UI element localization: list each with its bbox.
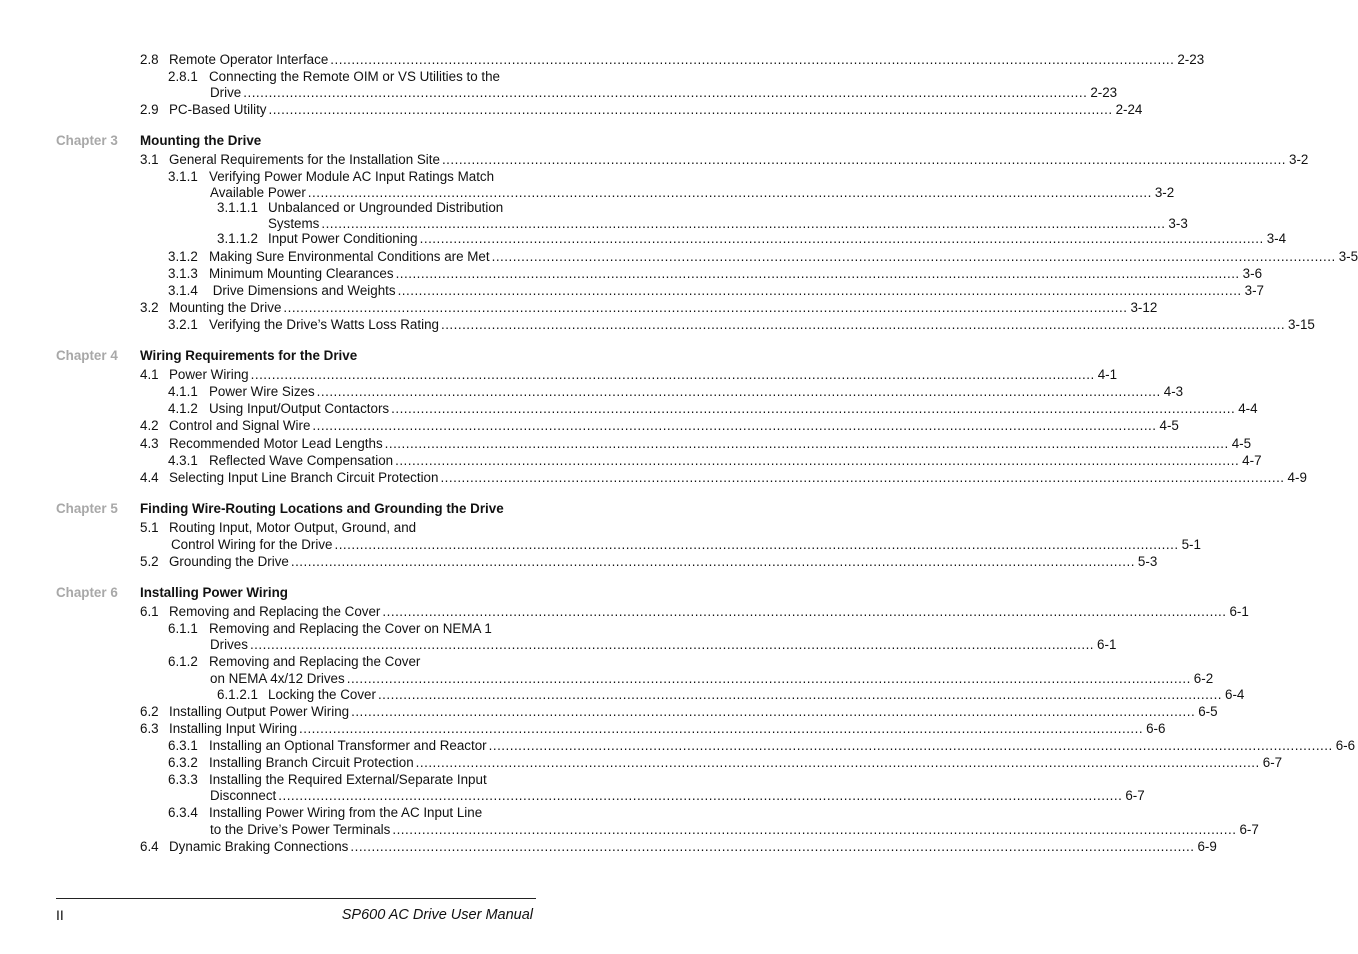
section-number: 3.1.1.2 — [217, 231, 258, 246]
dot-leader: ........................................................................................................................................................................................................ — [419, 231, 1264, 246]
section-title: Control and Signal Wire — [169, 418, 311, 433]
dot-leader: ........................................................................................................................................................................................................ — [268, 102, 1113, 117]
section-number: 4.3.1 — [168, 453, 198, 468]
toc-entry[interactable] — [168, 400, 1258, 417]
section-number: 3.1.1.1 — [217, 200, 258, 215]
section-title: General Requirements for the Installation Site — [169, 152, 440, 167]
dot-leader: ........................................................................................................................................................................................................ — [330, 52, 1175, 67]
section-title: Mounting the Drive — [169, 300, 282, 315]
section-number: 6.1 — [140, 604, 159, 619]
section-title-cont: to the Drive’s Power Terminals — [210, 822, 391, 837]
section-title: Locking the Cover — [268, 687, 376, 702]
page-ref: 3-3 — [1168, 216, 1188, 231]
toc-entry[interactable] — [140, 553, 1158, 570]
section-number: 4.2 — [140, 418, 159, 433]
toc-entry[interactable] — [140, 417, 1179, 434]
toc-entry-continued[interactable] — [210, 787, 1145, 804]
toc-entry[interactable] — [140, 51, 1205, 68]
section-title: Remote Operator Interface — [169, 52, 329, 67]
chapter-title[interactable]: Installing Power Wiring — [140, 585, 288, 600]
toc-entry[interactable] — [140, 603, 1249, 620]
page-ref: 6-6 — [1146, 721, 1166, 736]
dot-leader: ........................................................................................................................................................................................................ — [488, 738, 1333, 753]
dot-leader: ........................................................................................................................................................................................................ — [395, 453, 1240, 468]
toc-entry[interactable] — [140, 469, 1307, 486]
page-ref: 2-23 — [1090, 85, 1118, 100]
dot-leader: ........................................................................................................................................................................................................ — [249, 637, 1095, 652]
page-ref: 6-6 — [1335, 738, 1356, 753]
dot-leader: ........................................................................................................................................................................................................ — [299, 721, 1144, 736]
dot-leader: ........................................................................................................................................................................................................ — [392, 822, 1237, 837]
toc-entry[interactable] — [217, 686, 1245, 703]
dot-leader: ........................................................................................................................................................................................................ — [316, 384, 1161, 399]
page-ref: 5-3 — [1137, 554, 1158, 569]
section-title: Reflected Wave Compensation — [209, 453, 394, 468]
page-ref: 2-23 — [1177, 52, 1205, 67]
section-title: Installing Branch Circuit Protection — [209, 755, 414, 770]
chapter-title[interactable]: Wiring Requirements for the Drive — [140, 348, 358, 363]
page-ref: 6-7 — [1262, 755, 1283, 770]
dot-leader: ........................................................................................................................................................................................................ — [243, 85, 1088, 100]
toc-entry[interactable] — [168, 265, 1263, 282]
toc-entry-continued[interactable] — [210, 821, 1259, 838]
section-number: 2.8 — [140, 52, 159, 67]
toc-entry-continued[interactable] — [210, 84, 1118, 101]
page-ref: 3-15 — [1288, 317, 1315, 332]
toc-entry[interactable] — [168, 754, 1283, 771]
toc-entry[interactable] — [140, 703, 1218, 720]
dot-leader: ........................................................................................................................................................................................................ — [377, 687, 1223, 702]
dot-leader: ........................................................................................................................................................................................................ — [397, 283, 1242, 298]
page-ref: 6-1 — [1229, 604, 1249, 619]
section-title: Connecting the Remote OIM or VS Utilities to the — [209, 69, 501, 84]
page-ref: 3-4 — [1266, 231, 1287, 246]
page-ref: 6-5 — [1198, 704, 1218, 719]
section-number: 3.1.4 — [168, 283, 198, 298]
page-ref: 2-24 — [1115, 102, 1143, 117]
chapter-title[interactable]: Mounting the Drive — [140, 133, 262, 148]
page-ref: 6-4 — [1225, 687, 1245, 702]
toc-entry[interactable] — [140, 151, 1309, 168]
section-number: 4.1 — [140, 367, 159, 382]
page-ref: 5-1 — [1181, 537, 1201, 552]
section-number: 4.1.2 — [168, 401, 198, 416]
dot-leader: ........................................................................................................................................................................................................ — [278, 788, 1123, 803]
section-title: Using Input/Output Contactors — [209, 401, 390, 416]
toc-entry[interactable] — [168, 771, 533, 788]
page-number: II — [56, 907, 64, 923]
dot-leader: ........................................................................................................................................................................................................ — [334, 537, 1179, 552]
section-title-cont: on NEMA 4x/12 Drives — [210, 671, 345, 686]
section-number: 2.9 — [140, 102, 159, 117]
dot-leader: ........................................................................................................................................................................................................ — [312, 418, 1157, 433]
section-title: Making Sure Environmental Conditions are Met — [209, 249, 490, 264]
section-title: Verifying Power Module AC Input Ratings Match — [209, 169, 495, 184]
section-title: Removing and Replacing the Cover — [209, 654, 421, 669]
toc-entry[interactable] — [168, 168, 533, 185]
toc-entry[interactable] — [168, 653, 533, 670]
section-number: 3.1.3 — [168, 266, 198, 281]
section-title-cont: Drives — [210, 637, 248, 652]
page-ref: 4-1 — [1097, 367, 1118, 382]
section-title: Installing Power Wiring from the AC Input Line — [209, 805, 483, 820]
toc-entry[interactable] — [217, 199, 533, 216]
section-number: 6.4 — [140, 839, 159, 854]
section-title: Dynamic Braking Connections — [169, 839, 349, 854]
page-ref: 3-12 — [1130, 300, 1158, 315]
dot-leader: ........................................................................................................................................................................................................ — [346, 671, 1191, 686]
dot-leader: ........................................................................................................................................................................................................ — [283, 300, 1128, 315]
section-number: 3.2 — [140, 300, 159, 315]
dot-leader: ........................................................................................................................................................................................................ — [350, 839, 1195, 854]
section-title: Routing Input, Motor Output, Ground, and — [169, 520, 417, 535]
section-number: 6.3.1 — [168, 738, 198, 753]
toc-entry[interactable] — [168, 282, 1264, 299]
section-title: Removing and Replacing the Cover — [169, 604, 381, 619]
section-number: 3.1 — [140, 152, 159, 167]
page-ref: 6-9 — [1197, 839, 1217, 854]
toc-entry[interactable] — [140, 101, 1143, 118]
section-number: 3.1.2 — [168, 249, 198, 264]
chapter-label: Chapter 3 — [56, 133, 118, 148]
dot-leader: ........................................................................................................................................................................................................ — [307, 185, 1152, 200]
section-number: 3.2.1 — [168, 317, 198, 332]
section-number: 4.1.1 — [168, 384, 198, 399]
section-number: 6.3.4 — [168, 805, 198, 820]
toc-entry[interactable] — [168, 316, 1315, 333]
page-ref: 4-3 — [1163, 384, 1184, 399]
page-ref: 3-2 — [1154, 185, 1175, 200]
toc-entry[interactable] — [168, 383, 1184, 400]
section-number: 6.3.2 — [168, 755, 198, 770]
section-title: Installing Output Power Wiring — [169, 704, 350, 719]
page-ref: 3-7 — [1244, 283, 1264, 298]
section-number: 5.2 — [140, 554, 159, 569]
section-number: 2.8.1 — [168, 69, 198, 84]
dot-leader: ........................................................................................................................................................................................................ — [395, 266, 1240, 281]
page-ref: 4-7 — [1242, 453, 1262, 468]
dot-leader: ........................................................................................................................................................................................................ — [391, 401, 1236, 416]
chapter-title[interactable]: Finding Wire-Routing Locations and Grounding the Drive — [140, 501, 504, 516]
section-title: Power Wiring — [169, 367, 249, 382]
section-title: Removing and Replacing the Cover on NEMA 1 — [209, 621, 492, 636]
dot-leader: ........................................................................................................................................................................................................ — [384, 436, 1229, 451]
toc-entry-continued[interactable] — [210, 636, 1117, 653]
chapter-label: Chapter 6 — [56, 585, 118, 600]
page-ref: 6-7 — [1239, 822, 1259, 837]
toc-entry[interactable] — [168, 804, 533, 821]
section-title-cont: Disconnect — [210, 788, 277, 803]
toc-entry[interactable] — [168, 248, 1358, 265]
section-number: 5.1 — [140, 520, 159, 535]
toc-entry[interactable] — [168, 68, 533, 85]
section-number: 6.1.1 — [168, 621, 198, 636]
section-title-cont: Control Wiring for the Drive — [171, 537, 333, 552]
toc-entry[interactable] — [168, 452, 1262, 469]
section-number: 6.3 — [140, 721, 159, 736]
page-ref: 4-4 — [1238, 401, 1258, 416]
section-number: 6.1.2 — [168, 654, 198, 669]
page-ref: 6-1 — [1097, 637, 1117, 652]
dot-leader: ........................................................................................................................................................................................................ — [491, 249, 1336, 264]
page-ref: 6-2 — [1193, 671, 1214, 686]
toc-entry[interactable] — [217, 230, 1287, 247]
section-title-cont: Available Power — [210, 185, 306, 200]
dot-leader: ........................................................................................................................................................................................................ — [440, 470, 1285, 485]
section-title: Selecting Input Line Branch Circuit Protection — [169, 470, 439, 485]
section-title-cont: Systems — [268, 216, 320, 231]
toc-entry[interactable] — [140, 519, 533, 536]
dot-leader: ........................................................................................................................................................................................................ — [415, 755, 1260, 770]
page-ref: 6-7 — [1125, 788, 1145, 803]
section-title: Unbalanced or Ungrounded Distribution — [268, 200, 504, 215]
toc-entry-continued[interactable] — [171, 536, 1201, 553]
section-title: Minimum Mounting Clearances — [209, 266, 394, 281]
section-number: 6.1.2.1 — [217, 687, 258, 702]
footer-rule — [56, 898, 536, 899]
section-number: 6.2 — [140, 704, 159, 719]
page-ref: 4-5 — [1231, 436, 1252, 451]
section-number: 4.3 — [140, 436, 159, 451]
toc-entry[interactable] — [140, 435, 1252, 452]
section-number: 6.3.3 — [168, 772, 198, 787]
page-ref: 4-9 — [1287, 470, 1307, 485]
toc-entry[interactable] — [140, 366, 1118, 383]
dot-leader: ........................................................................................................................................................................................................ — [441, 152, 1287, 167]
dot-leader: ........................................................................................................................................................................................................ — [321, 216, 1166, 231]
section-title: Verifying the Drive’s Watts Loss Rating — [209, 317, 439, 332]
section-number: 4.4 — [140, 470, 159, 485]
dot-leader: ........................................................................................................................................................................................................ — [382, 604, 1227, 619]
toc-entry[interactable] — [168, 737, 1356, 754]
chapter-label: Chapter 4 — [56, 348, 118, 363]
section-title: Installing Input Wiring — [169, 721, 298, 736]
dot-leader: ........................................................................................................................................................................................................ — [440, 317, 1286, 332]
dot-leader: ........................................................................................................................................................................................................ — [351, 704, 1196, 719]
section-title: Installing an Optional Transformer and Reactor — [209, 738, 487, 753]
dot-leader: ........................................................................................................................................................................................................ — [250, 367, 1095, 382]
chapter-label: Chapter 5 — [56, 501, 118, 516]
section-title: Recommended Motor Lead Lengths — [169, 436, 383, 451]
section-title: Grounding the Drive — [169, 554, 289, 569]
section-title: Drive Dimensions and Weights — [209, 283, 396, 298]
section-title: PC-Based Utility — [169, 102, 267, 117]
toc-entry-continued[interactable] — [210, 670, 1214, 687]
section-title: Power Wire Sizes — [209, 384, 315, 399]
page-ref: 3-2 — [1289, 152, 1309, 167]
toc-entry[interactable] — [140, 299, 1158, 316]
toc-entry[interactable] — [140, 720, 1166, 737]
page-ref: 3-5 — [1338, 249, 1358, 264]
toc-entry[interactable] — [140, 838, 1217, 855]
section-title-cont: Drive — [210, 85, 242, 100]
section-title: Input Power Conditioning — [268, 231, 418, 246]
page-ref: 3-6 — [1242, 266, 1263, 281]
manual-title: SP600 AC Drive User Manual — [341, 907, 533, 923]
dot-leader: ........................................................................................................................................................................................................ — [290, 554, 1135, 569]
toc-entry[interactable] — [168, 620, 533, 637]
section-title: Installing the Required External/Separate Input — [209, 772, 487, 787]
page-ref: 4-5 — [1159, 418, 1179, 433]
section-number: 3.1.1 — [168, 169, 198, 184]
